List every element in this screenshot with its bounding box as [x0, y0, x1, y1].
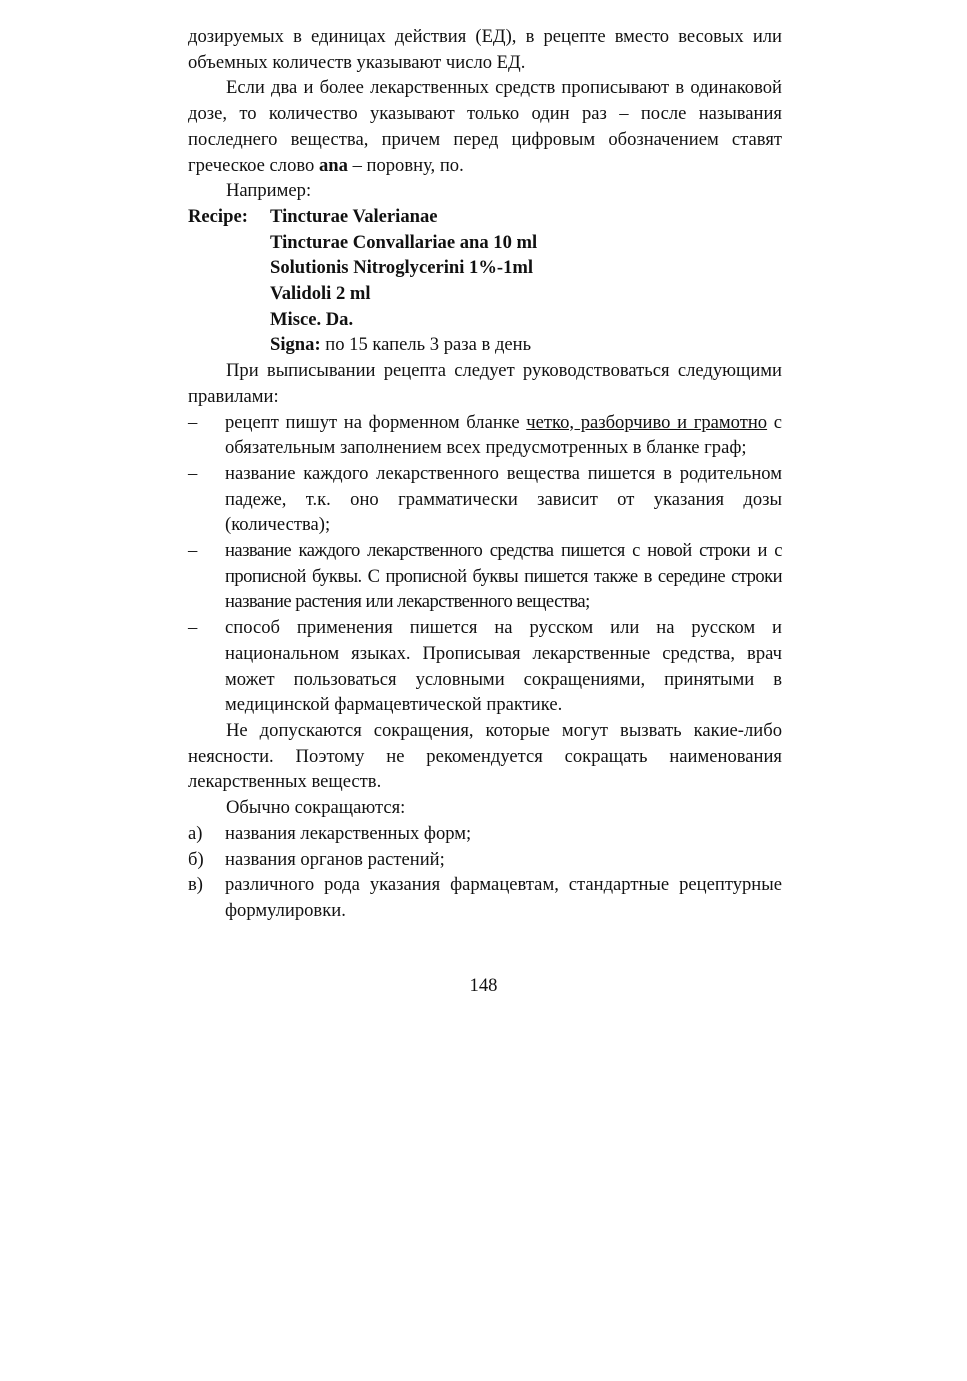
usually-list [188, 821, 782, 924]
list-item-text: способ применения пишется на русском или на русском и национальном языках. Прописывая лекарственные средства, врач может пользоваться условными сокращениями, принятыми в медицинской фармацевтической практике. [225, 617, 782, 716]
recipe-spacer [188, 281, 270, 307]
recipe-spacer [188, 307, 270, 333]
list-item-text: название каждого лекарственного средства пишется с новой строки и с прописной буквы. С прописной буквы пишется также в середине строки название растения или лекарственного вещества; [225, 540, 782, 613]
rules-list [188, 410, 782, 718]
list-item-text: различного рода указания фармацевтам, стандартные рецептурные формулировки. [225, 874, 782, 921]
dash-marker: – [188, 411, 198, 433]
signa-label: Signa: [270, 334, 321, 356]
rule-text-tail: с обязательным заполнением всех предусмотренных в бланке граф; [225, 411, 783, 459]
list-item-text [225, 410, 782, 461]
recipe-row [188, 230, 782, 256]
list-item-text: названия лекарственных форм; [225, 822, 472, 844]
usually-intro: Обычно сокращаются: [226, 797, 406, 819]
paragraph-ana-tail: – поровну, по. [347, 154, 464, 176]
example-intro: Например: [226, 180, 312, 202]
signa-text: по 15 капель 3 раза в день [320, 334, 532, 356]
list-item [188, 821, 782, 847]
recipe-line: Tincturae Valerianae [270, 205, 438, 227]
paragraph-ana [188, 75, 782, 178]
recipe-line: Tincturae Convallariae ana 10 ml [270, 231, 538, 253]
recipe-row [188, 255, 782, 281]
ana-term: ana [318, 154, 348, 176]
paragraph-ana-text: Если два и более лекарственных средств прописывают в одинаковой дозе, то количество указывают только один раз – после называния последнего вещества, причем перед цифровым обозначением ставят греческое слово [188, 77, 782, 176]
list-item [188, 615, 782, 718]
rule-underlined-text: четко, разборчиво и грамотно [526, 411, 768, 433]
recipe-line: Misce. Da. [270, 308, 354, 330]
paragraph-units: дозируемых в единицах действия (ЕД), в рецепте вместо весовых или объемных количеств указывают число ЕД. [188, 26, 782, 73]
list-item [188, 410, 782, 461]
list-item [188, 872, 782, 923]
recipe-row [188, 204, 782, 230]
dash-marker: – [188, 617, 198, 639]
list-item-text: названия органов растений; [225, 848, 445, 870]
rules-intro: При выписывании рецепта следует руководствоваться следующими правилами: [188, 360, 782, 407]
recipe-row [188, 281, 782, 307]
recipe-spacer [188, 255, 270, 281]
signa-line [188, 332, 782, 358]
letter-marker: б) [188, 848, 204, 870]
letter-marker: в) [188, 874, 203, 896]
recipe-line: Solutionis Nitroglycerini 1%-1ml [270, 257, 534, 279]
list-item [188, 847, 782, 873]
list-item [188, 461, 782, 538]
list-item-text: название каждого лекарственного вещества пишется в родительном падеже, т.к. оно грамматически зависит от указания дозы (количества); [225, 462, 782, 536]
recipe-block [188, 204, 782, 333]
recipe-spacer [188, 230, 270, 256]
rule-text: рецепт пишут на форменном бланке [225, 411, 527, 433]
letter-marker: а) [188, 822, 203, 844]
list-item [188, 538, 782, 615]
dash-marker: – [188, 540, 198, 562]
recipe-line: Validoli 2 ml [270, 283, 371, 305]
paragraph-abbreviations: Не допускаются сокращения, которые могут вызвать какие-либо неясности. Поэтому не рекомендуется сокращать наименования лекарственных веществ. [188, 719, 782, 793]
page-body [188, 24, 782, 924]
dash-marker: – [188, 462, 198, 484]
recipe-row [188, 307, 782, 333]
page-number: 148 [469, 975, 498, 996]
recipe-label: Recipe: [188, 205, 248, 227]
